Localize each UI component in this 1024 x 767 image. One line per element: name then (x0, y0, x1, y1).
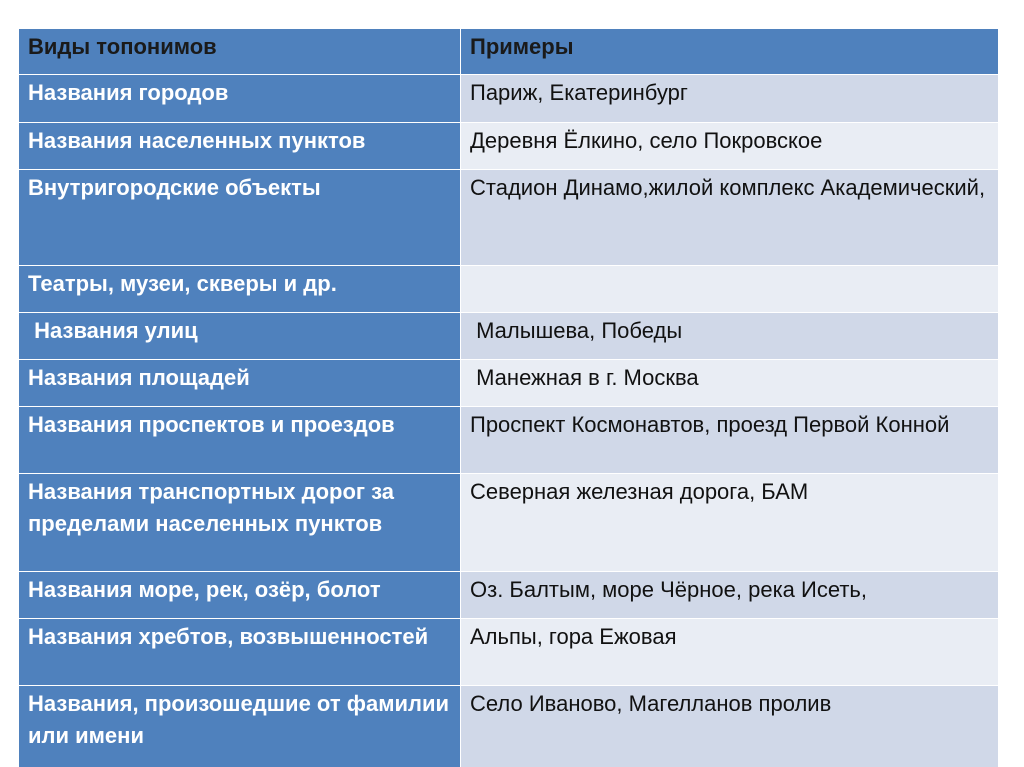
table-row (19, 123, 999, 170)
header-examples: Примеры (461, 29, 999, 75)
table-row (19, 474, 999, 572)
header-kinds: Виды топонимов (19, 29, 461, 75)
toponym-example: Альпы, гора Ежовая (461, 619, 999, 686)
toponym-kind: Внутригородские объекты (19, 170, 461, 266)
toponym-kind: Названия городов (19, 75, 461, 123)
toponym-kind: Названия площадей (19, 360, 461, 407)
toponym-kind: Названия транспортных дорог за пределами населенных пунктов (19, 474, 461, 572)
table-row (19, 619, 999, 686)
table-row (19, 266, 999, 313)
toponym-kind: Названия улиц (19, 313, 461, 360)
table-header-row (19, 29, 999, 75)
table-row (19, 686, 999, 767)
table-row (19, 313, 999, 360)
toponym-kind: Названия море, рек, озёр, болот (19, 572, 461, 619)
toponym-example: Париж, Екатеринбург (461, 75, 999, 123)
toponym-kind: Театры, музеи, скверы и др. (19, 266, 461, 313)
toponym-kind: Названия, произошедшие от фамилии или имени (19, 686, 461, 767)
toponym-example: Деревня Ёлкино, село Покровское (461, 123, 999, 170)
toponym-example: Манежная в г. Москва (461, 360, 999, 407)
table-row (19, 407, 999, 474)
toponym-kind: Названия проспектов и проездов (19, 407, 461, 474)
toponym-example: Оз. Балтым, море Чёрное, река Исеть, (461, 572, 999, 619)
table-row (19, 360, 999, 407)
toponym-example: Северная железная дорога, БАМ (461, 474, 999, 572)
toponym-kind: Названия населенных пунктов (19, 123, 461, 170)
table-row (19, 170, 999, 266)
table-row (19, 572, 999, 619)
table-row (19, 75, 999, 123)
toponym-kind: Названия хребтов, возвышенностей (19, 619, 461, 686)
toponym-example: Село Иваново, Магелланов пролив (461, 686, 999, 767)
toponym-table (18, 28, 999, 767)
toponym-example: Малышева, Победы (461, 313, 999, 360)
toponym-example: Стадион Динамо,жилой комплекс Академический, (461, 170, 999, 266)
toponym-example (461, 266, 999, 313)
toponym-example: Проспект Космонавтов, проезд Первой Конной (461, 407, 999, 474)
